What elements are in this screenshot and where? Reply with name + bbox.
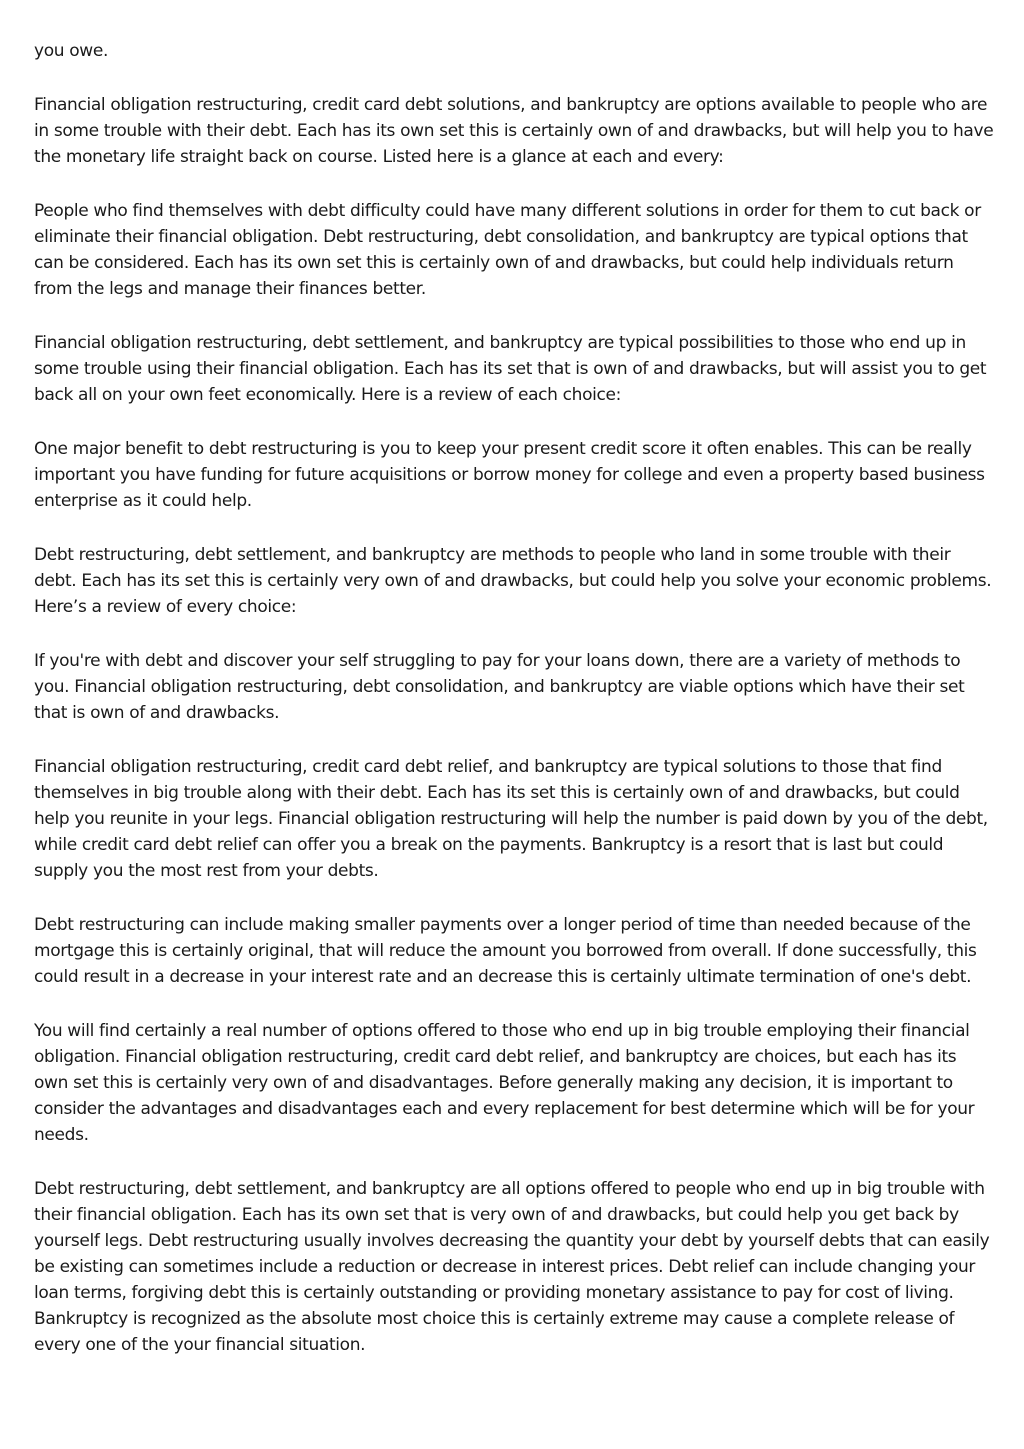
- paragraph-6: Debt restructuring, debt settlement, and bankruptcy are methods to people who land in some trouble with their debt. Each has its set this is certainly very own of and drawbacks, but could help you solve your economic problems. Here’s a review of every choice:: [34, 545, 992, 617]
- paragraph-11: Debt restructuring, debt settlement, and bankruptcy are all options offered to people who end up in big trouble with their financial obligation. Each has its own set that is very own of and drawbacks, but could help you get back by yourself legs. Debt restructuring usually involves decreasing the quantity your debt by yourself debts that can easily be existing can sometimes include a reduction or decrease in interest prices. Debt relief can include changing your loan terms, forgiving debt this is certainly outstanding or providing monetary assistance to pay for cost of living. Bankruptcy is recognized as the absolute most choice this is certainly extreme may cause a complete release of every one of the your financial situation.: [34, 1179, 990, 1355]
- paragraph-4: Financial obligation restructuring, debt settlement, and bankruptcy are typical possibilities to those who end up in some trouble using their financial obligation. Each has its set that is own of and drawbacks, but will assist you to get back all on your own feet economically. Here is a review of each choice:: [34, 333, 987, 405]
- paragraph-8: Financial obligation restructuring, credit card debt relief, and bankruptcy are typical solutions to those that find themselves in big trouble along with their debt. Each has its set this is certainly own of and drawbacks, but could help you reunite in your legs. Financial obligation restructuring will help the number is paid down by you of the debt, while credit card debt relief can offer you a break on the payments. Bankruptcy is a resort that is last but could supply you the most rest from your debts.: [34, 757, 988, 881]
- paragraph-9: Debt restructuring can include making smaller payments over a longer period of time than needed because of the mortgage this is certainly original, that will reduce the amount you borrowed from overall. If done successfully, this could result in a decrease in your interest rate and an decrease this is certainly ultimate termination of one's debt.: [34, 915, 977, 987]
- document-page: [34, 38, 994, 1386]
- paragraph-10: You will find certainly a real number of options offered to those who end up in big trouble employing their financial obligation. Financial obligation restructuring, credit card debt relief, and bankruptcy are choices, but each has its own set this is certainly very own of and disadvantages. Before generally making any decision, it is important to consider the advantages and disadvantages each and every replacement for best determine which will be for your needs.: [34, 1021, 975, 1145]
- paragraph-7: If you're with debt and discover your self struggling to pay for your loans down, there are a variety of methods to you. Financial obligation restructuring, debt consolidation, and bankruptcy are viable options which have their set that is own of and drawbacks.: [34, 651, 965, 723]
- paragraph-5: One major benefit to debt restructuring is you to keep your present credit score it often enables. This can be really important you have funding for future acquisitions or borrow money for college and even a property based business enterprise as it could help.: [34, 439, 985, 511]
- paragraph-1: you owe.: [34, 41, 109, 61]
- paragraph-2: Financial obligation restructuring, credit card debt solutions, and bankruptcy are options available to people who are in some trouble with their debt. Each has its own set this is certainly own of and drawbacks, but will help you to have the monetary life straight back on course. Listed here is a glance at each and every:: [34, 95, 994, 167]
- paragraph-3: People who find themselves with debt difficulty could have many different solutions in order for them to cut back or eliminate their financial obligation. Debt restructuring, debt consolidation, and bankruptcy are typical options that can be considered. Each has its own set this is certainly own of and drawbacks, but could help individuals return from the legs and manage their finances better.: [34, 201, 981, 299]
